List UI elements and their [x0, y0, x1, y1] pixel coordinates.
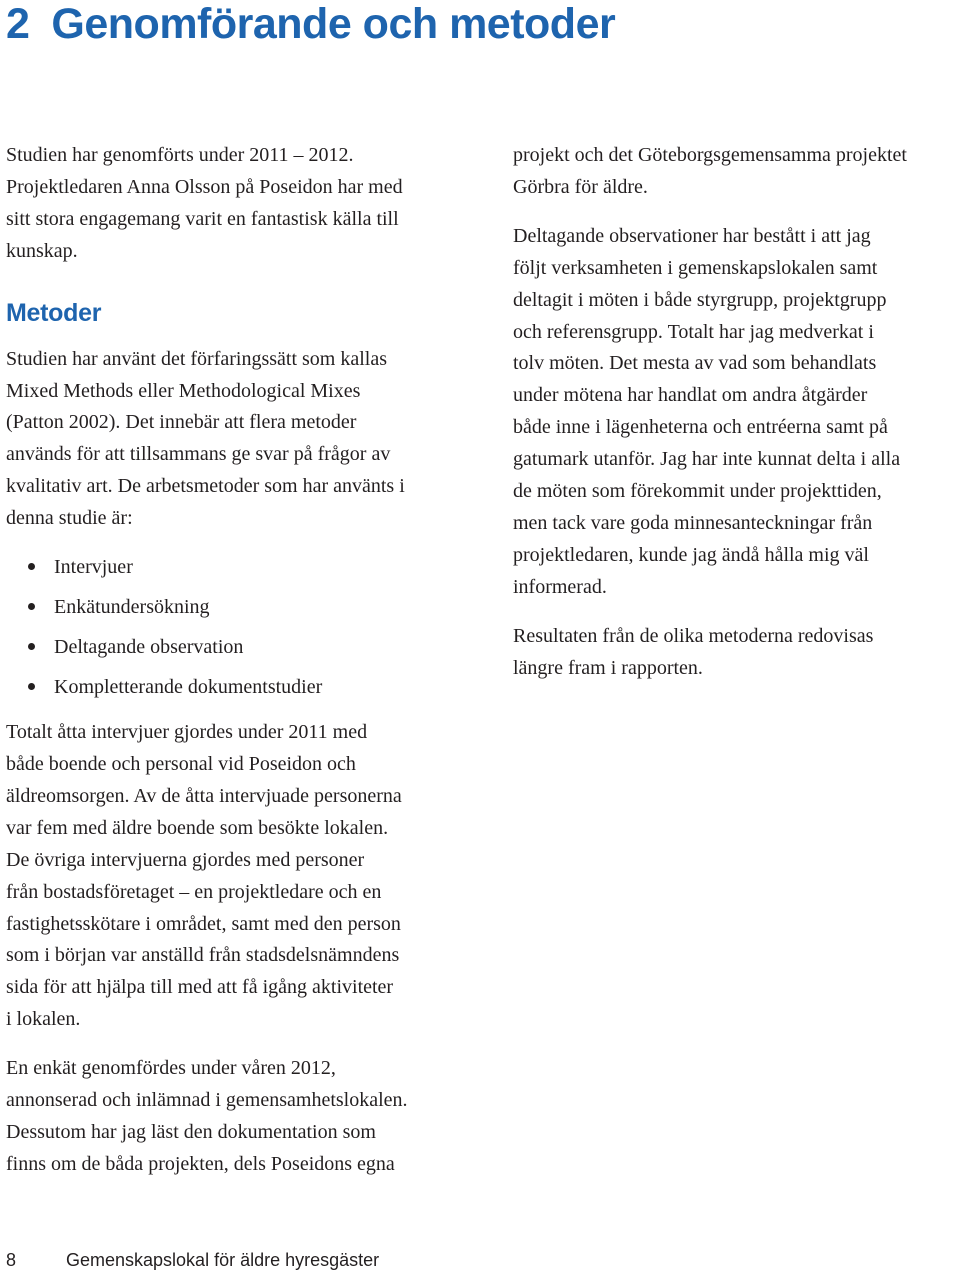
- text-line: projekt och det Göteborgsgemensamma projektet: [513, 144, 907, 166]
- interviews-paragraph: [6, 717, 476, 1036]
- continuation-paragraph: [513, 140, 960, 204]
- text-line: i lokalen.: [6, 1008, 81, 1031]
- text-line: tolv möten. Det mesta av vad som behandlats: [513, 352, 877, 375]
- running-title: Gemenskapslokal för äldre hyresgäster: [66, 1250, 380, 1270]
- text-line: fastighetsskötare i området, samt med den person: [6, 912, 401, 935]
- text-line: under mötena har handlat om andra åtgärder: [513, 384, 868, 407]
- text-line: informerad.: [513, 575, 607, 598]
- text-line: som i början var anställd från stadsdelsnämndens: [6, 944, 400, 967]
- text-line: följt verksamheten i gemenskapslokalen samt: [513, 256, 878, 279]
- bullet-icon: [28, 563, 35, 570]
- list-item-label: Enkätundersökning: [54, 596, 210, 619]
- text-line: Studien har använt det förfaringssätt som kallas: [6, 347, 388, 370]
- text-line: kunskap.: [6, 239, 78, 262]
- bullet-icon: [28, 643, 35, 650]
- left-column: [6, 140, 476, 1198]
- text-line: Resultaten från de olika metoderna redovisas: [513, 624, 874, 647]
- survey-paragraph: [6, 1053, 476, 1181]
- text-line: både boende och personal vid Poseidon och: [6, 752, 356, 775]
- text-line: finns om de båda projekten, dels Poseidons egna: [6, 1152, 395, 1175]
- text-line: används för att tillsammans ge svar på frågor av: [6, 443, 391, 466]
- chapter-title: [6, 0, 615, 48]
- text-line: Görbra för äldre.: [513, 175, 648, 198]
- text-line: och referensgrupp. Totalt har jag medverkat i: [513, 320, 874, 343]
- text-line: Totalt åtta intervjuer gjordes under 2011 med: [6, 721, 368, 744]
- text-line: (Patton 2002). Det innebär att flera metoder: [6, 411, 357, 434]
- text-line: Studien har genomförts under 2011 – 2012.: [6, 144, 354, 166]
- text-line: sitt stora engagemang varit en fantastisk källa till: [6, 207, 399, 230]
- text-line: Dessutom har jag läst den dokumentation som: [6, 1120, 376, 1143]
- chapter-title-text: Genomförande och metoder: [51, 0, 616, 48]
- list-item: [6, 587, 476, 627]
- text-line: var fem med äldre boende som besökte lokalen.: [6, 816, 389, 839]
- list-item: [6, 627, 476, 667]
- text-line: men tack vare goda minnesanteckningar från: [513, 511, 873, 534]
- text-line: både inne i lägenheterna och entréerna samt på: [513, 416, 888, 439]
- text-line: längre fram i rapporten.: [513, 656, 703, 679]
- intro-paragraph: [6, 140, 476, 268]
- text-line: annonserad och inlämnad i gemensamhetslokalen.: [6, 1089, 408, 1112]
- bullet-icon: [28, 603, 35, 610]
- right-column: [513, 140, 960, 702]
- text-line: kvalitativ art. De arbetsmetoder som har använts i: [6, 475, 405, 498]
- text-line: En enkät genomfördes under våren 2012,: [6, 1057, 336, 1080]
- methods-list: [6, 547, 476, 707]
- methods-paragraph: [6, 344, 476, 535]
- text-line: denna studie är:: [6, 507, 133, 530]
- list-item-label: Deltagande observation: [54, 636, 244, 659]
- methods-heading: Metoder: [6, 298, 102, 327]
- text-line: från bostadsföretaget – en projektledare och en: [6, 880, 382, 903]
- text-line: Mixed Methods eller Methodological Mixes: [6, 379, 361, 402]
- text-line: gatumark utanför. Jag har inte kunnat delta i alla: [513, 448, 901, 471]
- list-item-label: Intervjuer: [54, 556, 133, 579]
- text-line: de möten som förekommit under projekttiden,: [513, 480, 882, 503]
- text-line: deltagit i möten i både styrgrupp, projektgrupp: [513, 288, 887, 311]
- text-line: sida för att hjälpa till med att få igång aktiviteter: [6, 976, 394, 999]
- text-line: projektledaren, kunde jag ändå hålla mig väl: [513, 543, 869, 566]
- observation-paragraph: [513, 221, 960, 604]
- page-footer: [6, 1248, 379, 1272]
- list-item: [6, 667, 476, 707]
- list-item-label: Kompletterande dokumentstudier: [54, 676, 323, 699]
- page-number: 8: [6, 1250, 17, 1270]
- results-paragraph: [513, 621, 960, 685]
- chapter-number: 2: [6, 0, 30, 48]
- text-line: Deltagande observationer har bestått i att jag: [513, 224, 871, 247]
- list-item: [6, 547, 476, 587]
- text-line: De övriga intervjuerna gjordes med personer: [6, 848, 365, 871]
- bullet-icon: [28, 683, 35, 690]
- text-line: äldreomsorgen. Av de åtta intervjuade personerna: [6, 784, 402, 807]
- text-line: Projektledaren Anna Olsson på Poseidon har med: [6, 175, 403, 198]
